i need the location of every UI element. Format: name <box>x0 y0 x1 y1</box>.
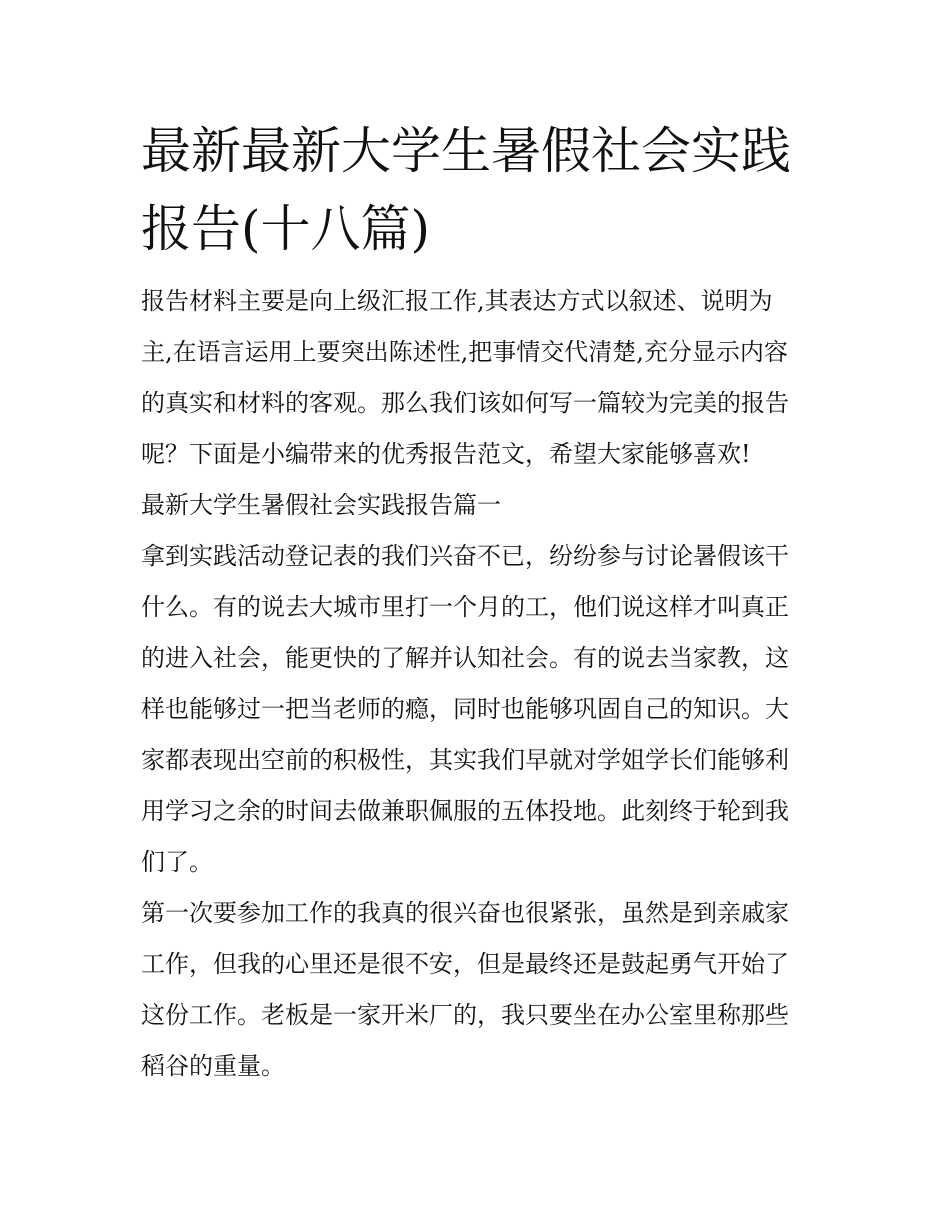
title-line: 报告(十八篇) <box>141 200 431 258</box>
text-line: 什么。有的说去大城市里打一个月的工，他们说这样才叫真正 <box>141 593 789 621</box>
text-line: 呢？下面是小编带来的优秀报告范文，希望大家能够喜欢! <box>141 440 751 468</box>
document-title <box>141 112 813 268</box>
text-line: 拿到实践活动登记表的我们兴奋不已，纷纷参与讨论暑假该干 <box>141 542 789 570</box>
intro-paragraph <box>141 276 813 480</box>
text-line: 工作，但我的心里还是很不安，但是最终还是鼓起勇气开始了 <box>141 950 789 978</box>
text-line: 报告材料主要是向上级汇报工作,其表达方式以叙述、说明为 <box>141 287 773 315</box>
text-line: 们了。 <box>141 848 213 876</box>
text-line: 主,在语言运用上要突出陈述性,把事情交代清楚,充分显示内容 <box>141 338 788 366</box>
section-heading: 最新大学生暑假社会实践报告篇一 <box>141 491 501 519</box>
text-line: 样也能够过一把当老师的瘾，同时也能够巩固自己的知识。大 <box>141 695 789 723</box>
title-line: 最新最新大学生暑假社会实践 <box>141 122 791 180</box>
text-line: 的真实和材料的客观。那么我们该如何写一篇较为完美的报告 <box>141 389 789 417</box>
text-line: 家都表现出空前的积极性，其实我们早就对学姐学长们能够利 <box>141 746 789 774</box>
text-line: 用学习之余的时间去做兼职佩服的五体投地。此刻终于轮到我 <box>141 797 789 825</box>
text-line: 这份工作。老板是一家开米厂的，我只要坐在办公室里称那些 <box>141 1001 789 1029</box>
text-line: 稻谷的重量。 <box>141 1052 285 1080</box>
text-line: 第一次要参加工作的我真的很兴奋也很紧张，虽然是到亲戚家 <box>141 899 789 927</box>
document-body <box>141 276 813 1092</box>
body-paragraph-2 <box>141 888 813 1092</box>
text-line: 的进入社会，能更快的了解并认知社会。有的说去当家教，这 <box>141 644 789 672</box>
body-paragraph-1 <box>141 531 813 888</box>
